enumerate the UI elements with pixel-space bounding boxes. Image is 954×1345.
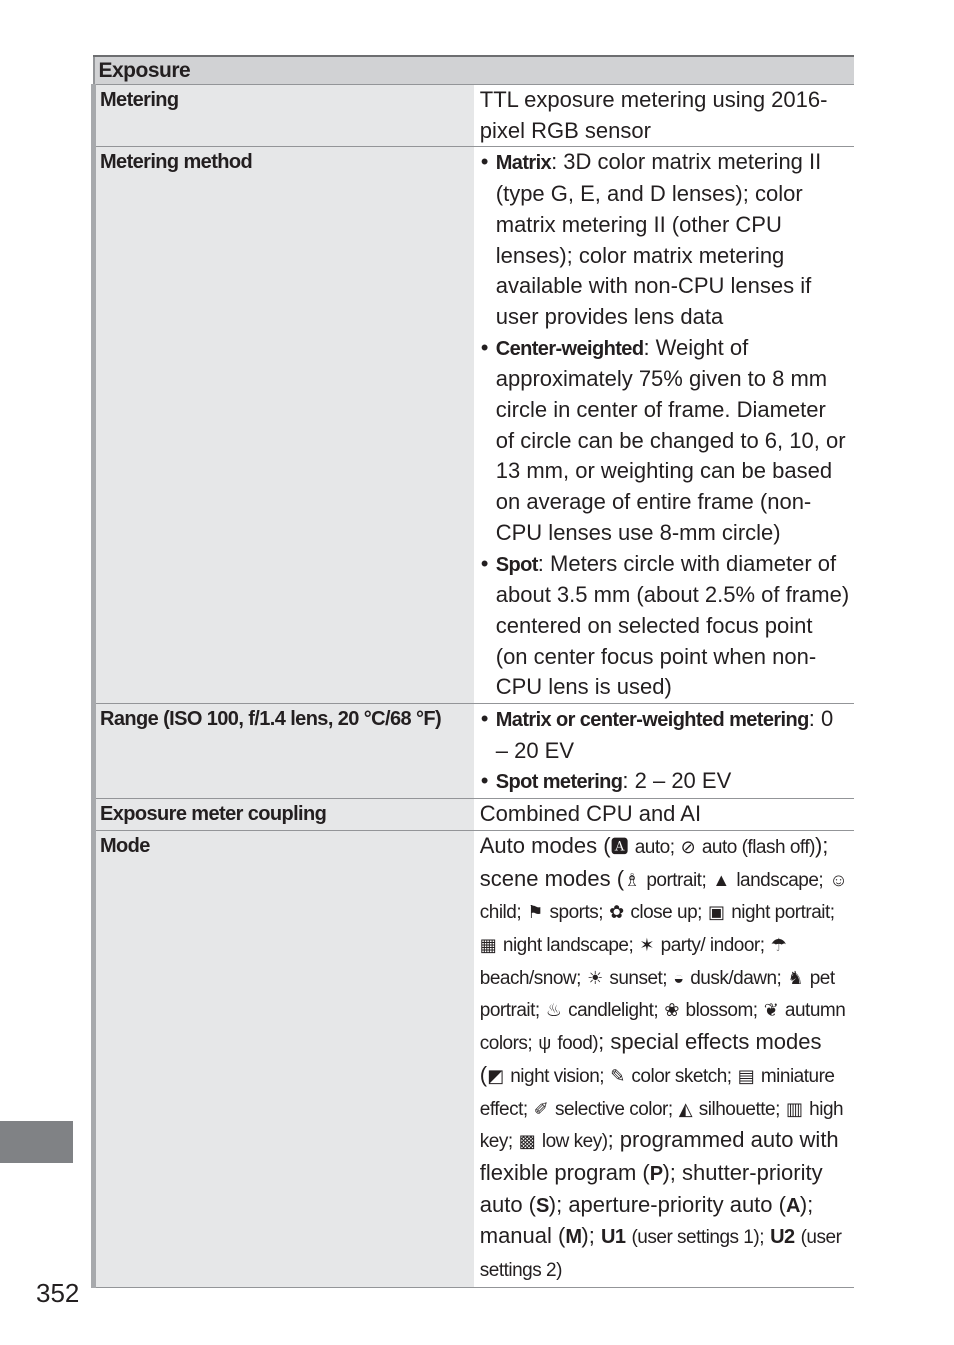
mode-label: night portrait;	[731, 902, 835, 924]
mode-icon: ✎	[610, 1065, 626, 1086]
list-item	[480, 704, 850, 766]
bullet-list	[480, 147, 850, 703]
bullet-list	[480, 704, 850, 798]
mode-icon: ▤	[737, 1065, 755, 1086]
mode-label: portrait;	[646, 869, 707, 891]
text: ; programmed auto with flexible program (	[479, 1127, 839, 1185]
mode-icon: ▩	[518, 1131, 536, 1152]
row-value: TTL exposure metering using 2016-pixel RGB sensor	[474, 85, 854, 147]
text: ); manual (	[479, 1191, 814, 1249]
mode-label: sunset;	[609, 967, 668, 989]
mode-icon: ▥	[786, 1098, 804, 1119]
mode-letter: P	[649, 1162, 663, 1185]
mode-icon: ♨	[545, 1000, 562, 1021]
text: (user settings 1);	[631, 1227, 764, 1249]
mode-label: selective color;	[555, 1098, 673, 1120]
mode-icon: ◒	[673, 967, 685, 988]
mode-icon: ▣	[708, 902, 726, 923]
row-value	[474, 147, 854, 704]
mode-label: child;	[479, 902, 522, 924]
text: auto (flash off)	[701, 836, 815, 858]
row-label: Mode	[94, 830, 474, 1287]
row-value	[474, 830, 854, 1287]
auto-mode-icon: 🅰	[610, 836, 629, 857]
mode-label: food)	[557, 1033, 599, 1055]
row-coupling	[94, 799, 855, 831]
mode-letter: M	[565, 1226, 582, 1249]
mode-label: night landscape;	[502, 934, 634, 956]
mode-icon: ▦	[479, 934, 497, 955]
page-number: 352	[36, 1278, 80, 1308]
mode-icon: ◭	[678, 1098, 693, 1119]
desc: : 2 – 20 EV	[622, 768, 732, 794]
text: ); scene modes (	[479, 832, 829, 891]
mode-icon: ❦	[763, 1000, 779, 1021]
row-range	[94, 704, 855, 799]
mode-label: close up;	[630, 902, 702, 924]
text: ; special effects modes (	[479, 1029, 822, 1087]
row-label: Metering method	[94, 147, 474, 704]
row-mode	[94, 830, 855, 1287]
mode-icon: ◩	[487, 1065, 505, 1086]
section-header: Exposure	[94, 56, 855, 85]
term: Center-weighted	[495, 337, 644, 360]
term: Spot metering	[495, 771, 623, 794]
mode-icon: ψ	[538, 1033, 552, 1054]
mode-icon: ❀	[664, 1000, 680, 1021]
list-item	[480, 766, 850, 798]
desc: : 3D color matrix metering II (type G, E, and D lenses); color matrix metering II (other CPU lenses); color matrix metering available with non-CPU lenses if user provides lens data	[495, 149, 822, 329]
row-metering-method	[94, 147, 855, 704]
mode-label: color sketch;	[631, 1065, 732, 1087]
mode-icon: ✶	[639, 934, 655, 955]
mode-icon: ☀	[587, 967, 604, 988]
mode-label: blossom;	[685, 1000, 758, 1022]
mode-letter: U1	[600, 1226, 626, 1249]
spec-table	[91, 55, 854, 1288]
desc: : 0 – 20 EV	[495, 706, 834, 763]
mode-icon: ☺	[829, 869, 848, 890]
section-header-row	[94, 56, 855, 85]
text: );	[581, 1223, 595, 1249]
mode-icon: ♗	[624, 869, 641, 890]
text: (user settings 2)	[479, 1227, 842, 1282]
mode-label: beach/snow;	[479, 967, 581, 989]
mode-label: low key)	[541, 1131, 608, 1153]
section-tab-marker	[0, 1121, 73, 1163]
desc: : Meters circle with diameter of about 3.5 mm (about 2.5% of frame) centered on selected focus point (on center focus point when non-CPU lens is used)	[495, 550, 850, 700]
mode-icon: ☂	[770, 934, 787, 955]
term: Matrix	[495, 152, 552, 175]
mode-icon: ✐	[533, 1098, 549, 1119]
mode-label: pet portrait;	[479, 967, 835, 1022]
mode-icon: ⚑	[527, 902, 544, 923]
row-label: Exposure meter coupling	[94, 799, 474, 831]
text: auto;	[634, 836, 675, 858]
row-label: Range (ISO 100, f/1.4 lens, 20 °C/68 °F)	[94, 704, 474, 799]
mode-icon: ♞	[787, 967, 804, 988]
mode-label: sports;	[549, 902, 604, 924]
mode-letter: S	[536, 1194, 549, 1217]
mode-label: silhouette;	[698, 1098, 780, 1120]
mode-label: candlelight;	[568, 1000, 659, 1022]
text: ); shutter-priority auto (	[479, 1159, 823, 1217]
row-value	[474, 704, 854, 799]
list-item	[480, 333, 850, 549]
mode-label: landscape;	[736, 869, 824, 891]
mode-letter: A	[785, 1194, 800, 1217]
list-item	[480, 549, 850, 704]
mode-label: dusk/dawn;	[690, 967, 782, 989]
text: Auto modes (	[479, 832, 611, 858]
text: ); aperture-priority auto (	[548, 1191, 786, 1217]
mode-letter: U2	[770, 1226, 795, 1249]
mode-text	[480, 831, 850, 1287]
row-metering	[94, 85, 855, 147]
flash-off-icon: ⊘	[680, 836, 696, 857]
mode-label: night vision;	[510, 1065, 605, 1087]
mode-icon: ✿	[609, 902, 625, 923]
scene-list	[480, 866, 848, 1055]
row-label: Metering	[94, 85, 474, 147]
mode-label: miniature effect;	[479, 1065, 835, 1120]
row-value: Combined CPU and AI	[474, 799, 854, 831]
list-item	[480, 147, 850, 332]
term: Spot	[495, 553, 538, 576]
mode-icon: ▲	[712, 869, 731, 890]
desc: : Weight of approximately 75% given to 8 mm circle in center of frame. Diameter of circle can be changed to 6, 10, or 13 mm, or weighting can be based on average of entire frame (non-CPU lenses use 8-mm circle)	[495, 334, 846, 545]
mode-label: party/ indoor;	[660, 934, 765, 956]
term: Matrix or center-weighted metering	[495, 709, 809, 732]
mode-label: autumn colors;	[479, 1000, 846, 1055]
mode-label: high key;	[479, 1098, 844, 1153]
